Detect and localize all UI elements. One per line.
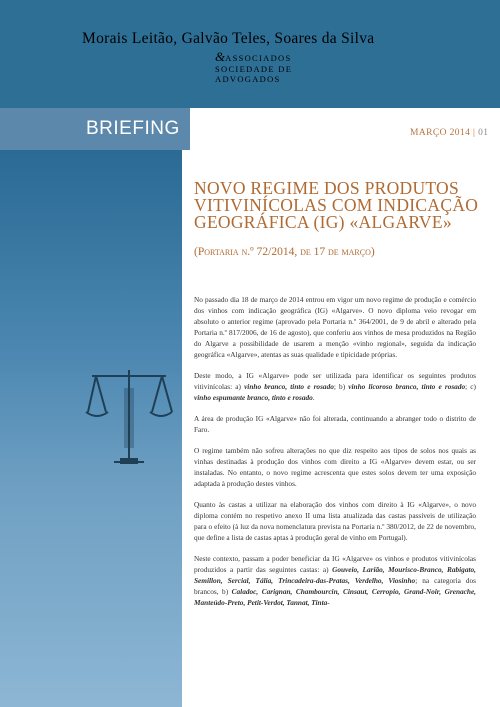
p2-item-a: vinho branco, tinto e rosado [244,382,334,391]
firm-sub-line3: ADVOGADOS [215,74,281,84]
p2-text-c: ; b) [333,382,349,391]
issue-date [410,128,488,138]
p6-text-a: Neste contexto, passam a poder beneficiar da IG «Algarve» os vinhos e produtos vitivinícolas produzidos a partir das seguintes castas: a) [194,554,476,574]
firm-sub-line2: SOCIEDADE DE [215,63,293,74]
firm-subtitle [215,49,293,85]
firm-name: Morais Leitão, Galvão Teles, Soares da Silva [82,30,375,47]
briefing-label: BRIEFING [86,118,180,139]
paragraph-5: Quanto às castas a utilizar na elaboração dos vinhos com direito à IG «Algarve», o novo diploma contém no respetivo anexo II uma lista atualizada das castas passíveis de utilização para o efeito (à luz da nova nomenclatura prevista na Portaria n.º 380/2012, de 22 de novembro, que define a lista de castas aptas à produção geral de vinho em Portugal). [194,500,476,542]
article-body [194,294,476,618]
p6-grapes-white: Gouveio, Larião, Mourisco-Branco, Rabigato, Semillon, Sercial, Tália, Trincadeira-das-Pratas, Verdelho, Viosinho [194,565,476,585]
paragraph-4: O regime também não sofreu alterações no que diz respeito aos tipos de solos nos quais as vinhas destinadas à produção dos vinhos com direito a IG «Algarve» devem estar, ou ser instaladas. No entanto, o novo regime acrescenta que estes solos devem ter uma exposição adaptada à produção destes vinhos. [194,446,476,488]
date-text: MARÇO 2014 | [410,128,476,138]
article-subtitle: (Portaria n.º 72/2014, de 17 de março) [194,246,375,258]
paragraph-1: No passado dia 18 de março de 2014 entrou em vigor um novo regime de produção e comércio dos vinhos com indicação geográfica (IG) «Algarve». O novo diploma veio revogar em absoluto o anterior regime (aprovado pela Portaria n.º 364/2001, de 9 de abril e alterado pela Portaria n.º 817/2006, de 16 de agosto), que conferiu aos vinhos de mesa produzidos na Região do Algarve a possibilidade de usarem a menção «vinho regional», seguida da indicação geográfica «Algarve», atentas as suas qualidade e tipicidade próprias. [194,295,476,359]
p2-item-c: vinho espumante branco, tinto e rosado [194,393,313,402]
p2-text-e: ; c) [465,382,476,391]
ampersand: & [215,49,226,64]
paragraph-6 [194,553,476,608]
p2-text-a: Deste modo, a IG «Algarve» pode ser utilizada para identificar os seguintes produtos vitivinícolas: a) [194,371,476,391]
paragraph-2 [194,370,476,403]
issue-number: 01 [478,128,489,138]
p6-text-c: ; na categoria dos brancos, b) [194,576,476,596]
paragraph-3: A área de produção IG «Algarve» não foi alterada, continuando a abranger todo o distrito de Faro. [194,414,476,434]
p6-grapes-red: Caladoc, Carignan, Chambourcin, Cinsaut, Cerropio, Grand-Noir, Grenache, Manteúdo-Preto, Petit-Verdot, Tannat, Tinta- [194,587,477,607]
firm-sub-line1: ASSOCIADOS [225,53,292,63]
p2-text-g: . [312,393,315,402]
p2-item-b: vinho licoroso branco, tinto e rosado [348,382,466,391]
scales-of-justice-icon [84,362,174,472]
article-title: NOVO REGIME DOS PRODUTOS VITIVINÍCOLAS COM INDICAÇÃO GEOGRÁFICA (IG) «ALGARVE» [194,178,479,232]
